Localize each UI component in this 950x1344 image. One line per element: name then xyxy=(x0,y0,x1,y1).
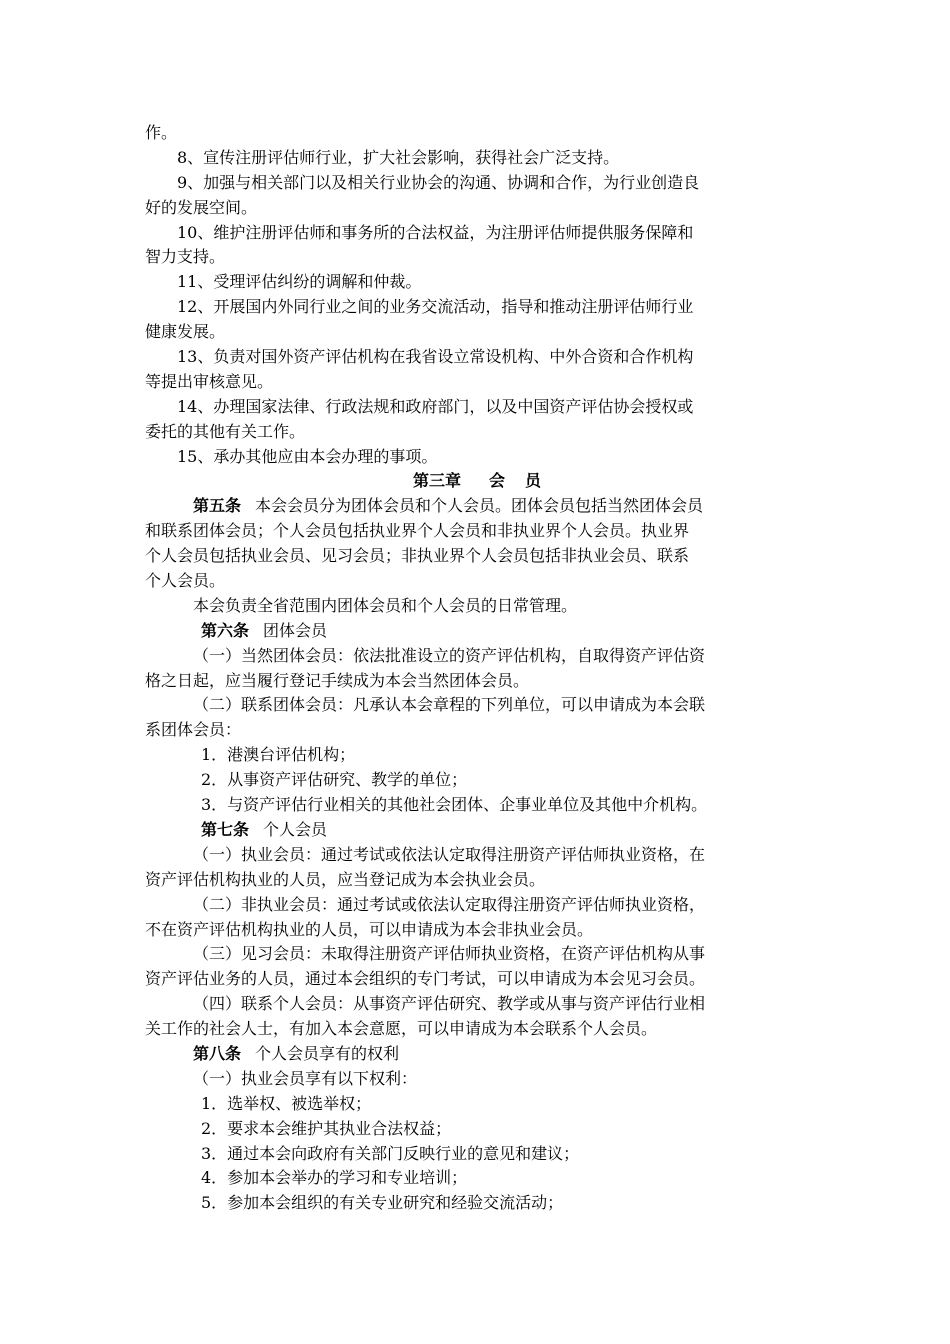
list-item: 4．参加本会举办的学习和专业培训； xyxy=(201,1168,468,1188)
article-heading: 第八条 xyxy=(193,1043,242,1063)
paragraph-line: 关工作的社会人士，有加入本会意愿，可以申请成为本会联系个人会员。 xyxy=(145,1019,658,1039)
list-item: 2．要求本会维护其执业合法权益； xyxy=(201,1118,452,1138)
paragraph-line: 资产评估业务的人员，通过本会组织的专门考试，可以申请成为本会见习会员。 xyxy=(145,969,706,989)
list-item: 1．港澳台评估机构； xyxy=(201,745,356,765)
paragraph-line: 个人会员包括执业会员、见习会员；非执业界个人会员包括非执业会员、联系 xyxy=(145,546,690,566)
article-8-line xyxy=(145,1042,809,1067)
article-7-line xyxy=(145,818,809,843)
list-item-11: 11、受理评估纠纷的调解和仲裁。 xyxy=(177,272,422,292)
article-heading: 第六条 xyxy=(201,620,250,640)
list-item: 2．从事资产评估研究、教学的单位； xyxy=(201,770,468,790)
article-title: 个人会员 xyxy=(263,819,328,839)
article-text: 本会会员分为团体会员和个人会员。团体会员包括当然团体会员 xyxy=(255,496,704,516)
list-item-15: 15、承办其他应由本会办理的事项。 xyxy=(177,446,438,466)
paragraph-line: 和联系团体会员；个人会员包括执业界个人会员和非执业界个人会员。执业界 xyxy=(145,521,690,541)
paragraph-line: 智力支持。 xyxy=(145,247,226,267)
paragraph-line: 不在资产评估机构执业的人员，可以申请成为本会非执业会员。 xyxy=(145,919,594,939)
article-title: 团体会员 xyxy=(263,620,328,640)
list-item-10: 10、维护注册评估师和事务所的合法权益，为注册评估师提供服务保障和 xyxy=(177,222,694,242)
paragraph-line: 系团体会员： xyxy=(145,720,242,740)
paragraph-line: 好的发展空间。 xyxy=(145,197,258,217)
paragraph-line: 健康发展。 xyxy=(145,322,226,342)
chapter-number: 第三章 xyxy=(412,471,461,491)
chapter-title-char: 员 xyxy=(525,471,542,491)
clause-line: （四）联系个人会员：从事资产评估研究、教学或从事与资产评估行业相 xyxy=(193,994,706,1014)
paragraph-line: 作。 xyxy=(145,123,178,142)
article-title: 个人会员享有的权利 xyxy=(255,1043,400,1063)
article-5-line xyxy=(145,494,809,519)
clause-line: （一）当然团体会员：依法批准设立的资产评估机构，自取得资产评估资 xyxy=(193,645,706,665)
list-item-9: 9、加强与相关部门以及相关行业协会的沟通、协调和合作，为行业创造良 xyxy=(177,172,700,192)
clause-line: （一）执业会员：通过考试或依法认定取得注册资产评估师执业资格，在 xyxy=(193,844,706,864)
list-item-14: 14、办理国家法律、行政法规和政府部门，以及中国资产评估协会授权或 xyxy=(177,396,694,416)
clause-line: （二）非执业会员：通过考试或依法认定取得注册资产评估师执业资格， xyxy=(193,894,706,914)
list-item: 1．选举权、被选举权； xyxy=(201,1093,372,1113)
paragraph-line: 个人会员。 xyxy=(145,571,226,591)
chapter-heading xyxy=(145,469,809,494)
paragraph-line: 本会负责全省范围内团体会员和个人会员的日常管理。 xyxy=(193,595,578,615)
list-item-13: 13、负责对国外资产评估机构在我省设立常设机构、中外合资和合作机构 xyxy=(177,347,694,367)
paragraph-line: 资产评估机构执业的人员，应当登记成为本会执业会员。 xyxy=(145,869,546,889)
list-item: 3．通过本会向政府有关部门反映行业的意见和建议； xyxy=(201,1143,580,1163)
article-heading: 第五条 xyxy=(193,496,242,516)
clause-line: （三）见习会员：未取得注册资产评估师执业资格，在资产评估机构从事 xyxy=(193,944,706,964)
list-item: 5．参加本会组织的有关专业研究和经验交流活动； xyxy=(201,1193,564,1213)
document-page xyxy=(145,121,809,1216)
paragraph-line: 格之日起，应当履行登记手续成为本会当然团体会员。 xyxy=(145,670,530,690)
paragraph-line: 委托的其他有关工作。 xyxy=(145,421,306,441)
clause-line: （二）联系团体会员：凡承认本会章程的下列单位，可以申请成为本会联 xyxy=(193,695,706,715)
chapter-title-char: 会 xyxy=(488,471,505,491)
paragraph-line: 等提出审核意见。 xyxy=(145,371,274,391)
article-6-line xyxy=(145,619,809,644)
clause-line: （一）执业会员享有以下权利： xyxy=(193,1068,418,1088)
list-item-8: 8、宣传注册评估师行业，扩大社会影响，获得社会广泛支持。 xyxy=(177,147,620,167)
article-heading: 第七条 xyxy=(201,819,250,839)
list-item-12: 12、开展国内外同行业之间的业务交流活动，指导和推动注册评估师行业 xyxy=(177,297,694,317)
list-item: 3．与资产评估行业相关的其他社会团体、企事业单位及其他中介机构。 xyxy=(201,795,708,815)
